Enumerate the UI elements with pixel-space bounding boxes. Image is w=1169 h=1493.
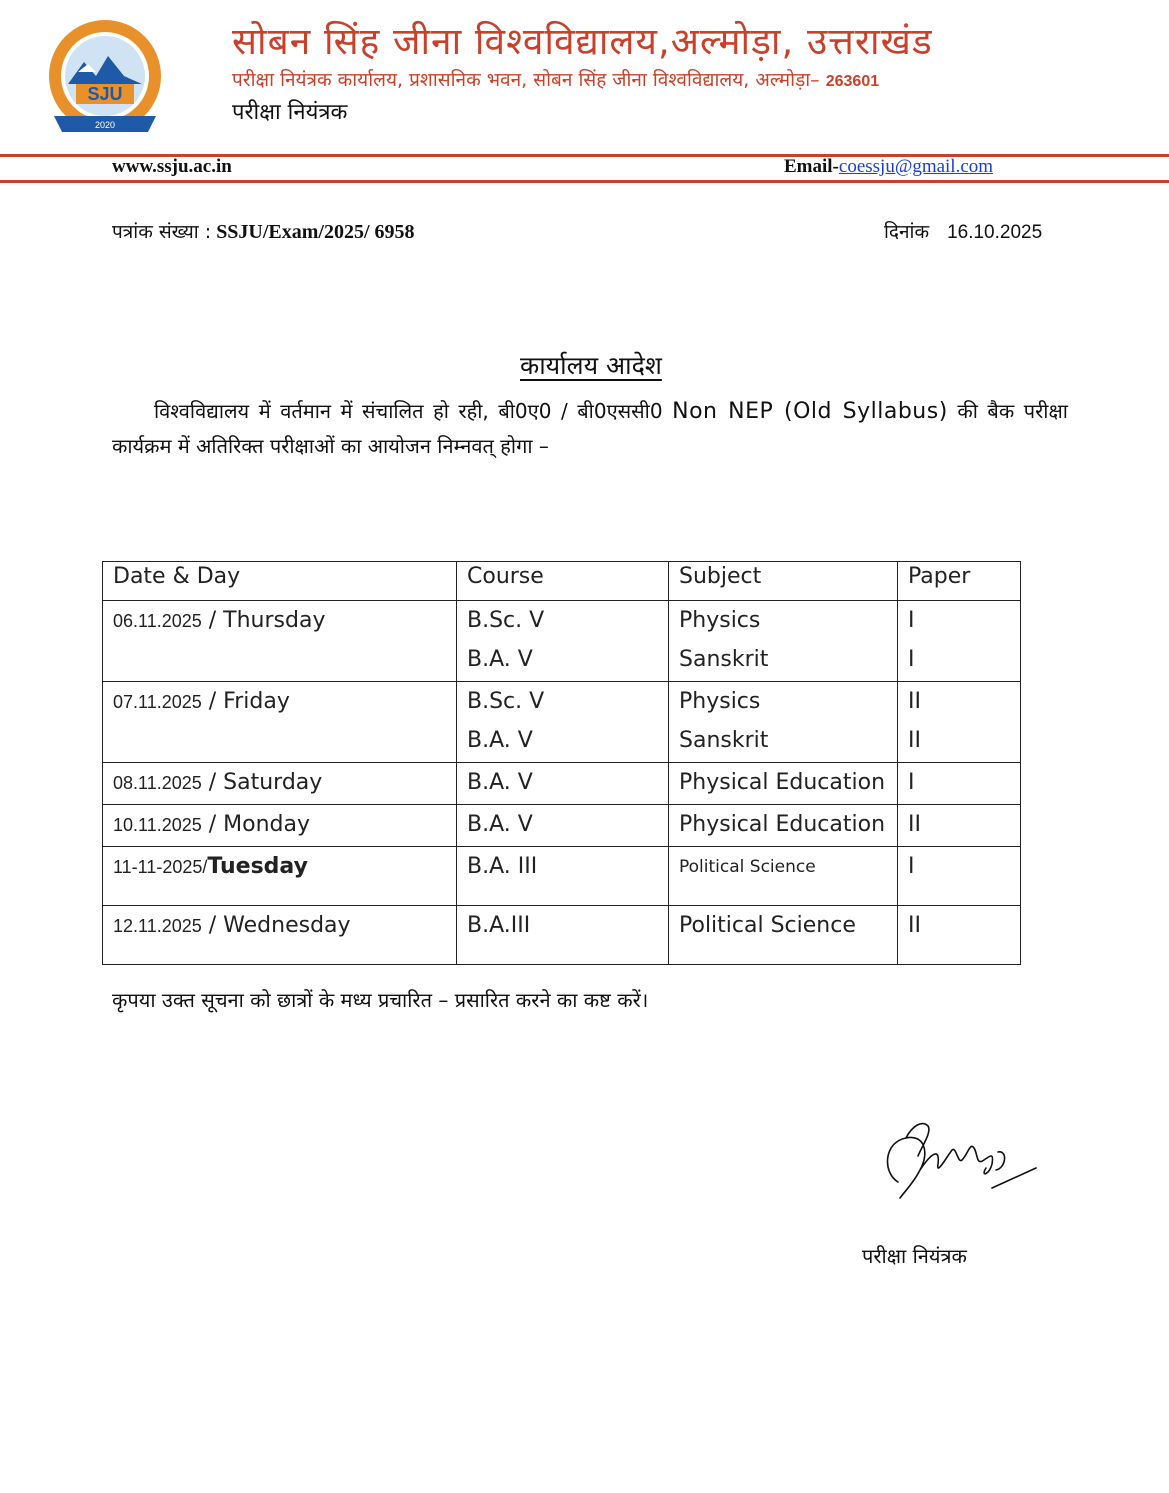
exam-schedule-table: [102, 561, 1021, 965]
logo-year: 2020: [94, 120, 116, 130]
course: B.A. V: [467, 647, 533, 672]
header-paper: Paper: [898, 562, 1021, 601]
subject: Political Science: [679, 913, 856, 938]
course: B.A. V: [467, 728, 533, 753]
email-label: Email-: [784, 156, 839, 177]
date-value: 16.10.2025: [947, 222, 1043, 243]
para-english: Non NEP (Old Syllabus): [672, 399, 948, 424]
subject: Sanskrit: [679, 647, 769, 672]
day: / Saturday: [208, 770, 323, 795]
day: / Monday: [208, 812, 311, 837]
request-line: कृपया उक्त सूचना को छात्रों के मध्य प्रचारित – प्रसारित करने का कष्ट करें।: [112, 988, 649, 1012]
date: 07.11.2025: [113, 692, 202, 712]
paper: I: [908, 647, 915, 672]
paper: II: [908, 812, 921, 837]
paper-cell: [898, 601, 1021, 682]
date: 11-11-2025/: [113, 857, 208, 877]
paper: I: [908, 770, 915, 795]
course: B.A. III: [467, 854, 538, 879]
course-cell: [457, 763, 669, 805]
date: 06.11.2025: [113, 611, 202, 631]
course: B.A. V: [467, 812, 533, 837]
subject-cell: [669, 682, 898, 763]
paper-cell: [898, 906, 1021, 965]
paper: II: [908, 728, 921, 753]
date-cell: [103, 601, 457, 682]
course: B.A. V: [467, 770, 533, 795]
paper-cell: [898, 682, 1021, 763]
header-course: Course: [457, 562, 669, 601]
header-subject: Subject: [669, 562, 898, 601]
subject-cell: [669, 906, 898, 965]
day: Tuesday: [207, 854, 308, 879]
order-title: कार्यालय आदेश: [520, 351, 662, 380]
course-cell: [457, 805, 669, 847]
table-header-row: [103, 562, 1021, 601]
paper: II: [908, 689, 921, 714]
header-date-day: Date & Day: [103, 562, 457, 601]
office-address: [232, 66, 879, 92]
date-label: दिनांक: [884, 221, 930, 243]
reference-label: पत्रांक संख्या :: [112, 221, 212, 243]
issue-date: [884, 218, 1042, 244]
date-cell: [103, 682, 457, 763]
date: 08.11.2025: [113, 773, 202, 793]
course-cell: [457, 847, 669, 906]
table-row: [103, 601, 1021, 682]
table-row: [103, 682, 1021, 763]
paper-cell: [898, 805, 1021, 847]
order-paragraph: [112, 394, 1068, 463]
email-line: [784, 156, 993, 178]
course: B.A.III: [467, 913, 531, 938]
subject: Physical Education: [679, 770, 886, 795]
logo-lettering: SJU: [87, 84, 123, 104]
para-part1: विश्वविद्यालय में वर्तमान में संचालित हो रही, बी0ए0 / बी0एससी0: [154, 399, 663, 423]
subject: Sanskrit: [679, 728, 769, 753]
university-name: सोबन सिंह जीना विश्वविद्यालय,अल्मोड़ा, उत्तराखंड: [232, 20, 933, 63]
address-text: परीक्षा नियंत्रक कार्यालय, प्रशासनिक भवन, सोबन सिंह जीना विश्वविद्यालय, अल्मोड़ा–: [232, 69, 820, 91]
date: 10.11.2025: [113, 815, 202, 835]
course-cell: [457, 682, 669, 763]
day: / Thursday: [208, 608, 326, 633]
subject: Physics: [679, 608, 761, 633]
signatory-title: परीक्षा नियंत्रक: [862, 1244, 967, 1268]
date-cell: [103, 763, 457, 805]
table-row: [103, 906, 1021, 965]
date-cell: [103, 805, 457, 847]
paper-cell: [898, 763, 1021, 805]
paper: II: [908, 913, 921, 938]
office-title: परीक्षा नियंत्रक: [232, 100, 348, 125]
course-cell: [457, 601, 669, 682]
header-rule-bottom: [0, 180, 1169, 183]
table-row: [103, 847, 1021, 906]
date-cell: [103, 906, 457, 965]
date: 12.11.2025: [113, 916, 202, 936]
subject: Political Science: [679, 857, 816, 877]
para-part2: की बैक परीक्षा कार्यक्रम में अतिरिक्त परीक्षाओं का आयोजन निम्नवत् होगा –: [112, 399, 1068, 458]
reference-value: SSJU/Exam/2025/ 6958: [216, 221, 415, 243]
signature: [876, 1112, 1046, 1212]
email-link[interactable]: coessju@gmail.com: [838, 156, 994, 177]
subject: Physics: [679, 689, 761, 714]
pincode: 263601: [825, 73, 880, 90]
subject-cell: [669, 763, 898, 805]
course: B.Sc. V: [467, 608, 545, 633]
university-logo: [44, 18, 166, 140]
day: / Friday: [208, 689, 290, 714]
date-cell: [103, 847, 457, 906]
course-cell: [457, 906, 669, 965]
subject: Physical Education: [679, 812, 886, 837]
subject-cell: [669, 805, 898, 847]
paper: I: [908, 608, 915, 633]
table-row: [103, 763, 1021, 805]
course: B.Sc. V: [467, 689, 545, 714]
subject-cell: [669, 847, 898, 906]
reference-number: [112, 218, 415, 244]
paper: I: [908, 854, 915, 879]
table-row: [103, 805, 1021, 847]
website-link[interactable]: www.ssju.ac.in: [112, 156, 232, 177]
paper-cell: [898, 847, 1021, 906]
day: / Wednesday: [208, 913, 351, 938]
subject-cell: [669, 601, 898, 682]
